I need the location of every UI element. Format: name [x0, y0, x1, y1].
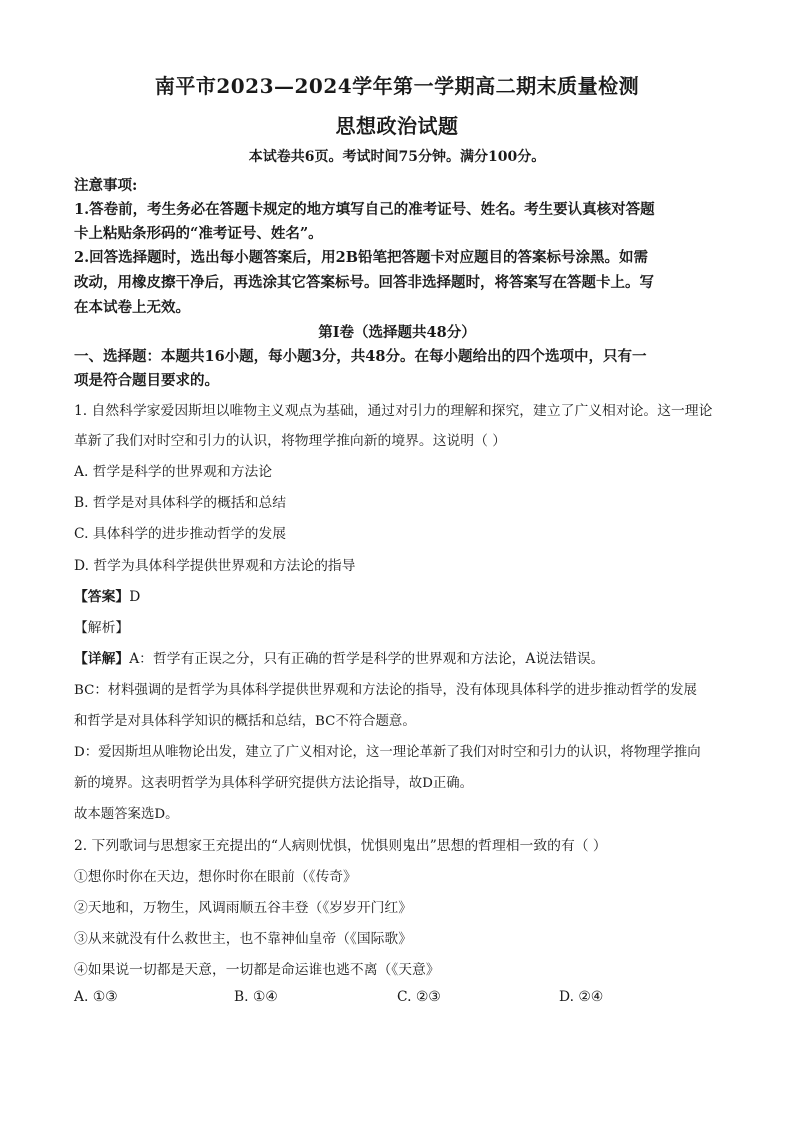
- section-instruction-line-1: 一、选择题：本题共16小题，每小题3分，共48分。在每小题给出的四个选项中，只有一: [74, 348, 647, 365]
- detail-tag: 【详解】: [74, 651, 130, 667]
- q2-options: [74, 989, 734, 1011]
- subject-title: 思想政治试题: [335, 114, 459, 138]
- q2-option-b: B. ①④: [234, 989, 278, 1005]
- section-title: 第Ⅰ卷（选择题共48分）: [318, 324, 476, 341]
- q2-option-d: D. ②④: [559, 989, 604, 1005]
- q2-option-c: C. ②③: [397, 989, 441, 1005]
- notice-item-1-line-1: 1.答卷前，考生务必在答题卡规定的地方填写自己的准考证号、姓名。考生要认真核对答题: [74, 201, 655, 218]
- q1-stem-line-2: 革新了我们对时空和引力的认识，将物理学推向新的境界。这说明（ ）: [74, 433, 507, 449]
- answer-tag: 【答案】: [74, 589, 130, 605]
- q2-item-4: ④如果说一切都是天意，一切都是命运谁也逃不离（《天意》: [74, 962, 440, 978]
- q1-detail-2-line-1: BC：材料强调的是哲学为具体科学提供世界观和方法论的指导，没有体现具体科学的进步推动哲学的发展: [74, 683, 697, 698]
- q2-item-1: ①想你时你在天边，想你时你在眼前（《传奇》: [74, 869, 357, 885]
- q2-stem: 2. 下列歌词与思想家王充提出的“人病则忧惧，忧惧则鬼出”思想的哲理相一致的有（ ）: [74, 838, 607, 854]
- q1-conclusion: 故本题答案选D。: [74, 807, 179, 822]
- q2-option-a: A. ①③: [74, 989, 118, 1005]
- q1-detail-3-line-1: D：爱因斯坦从唯物论出发，建立了广义相对论，这一理论革新了我们对时空和引力的认识，将物理学推向: [74, 745, 701, 760]
- exam-title: 南平市2023—2024学年第一学期高二期末质量检测: [154, 74, 640, 98]
- q2-item-3: ③从来就没有什么救世主，也不靠神仙皇帝（《国际歌》: [74, 931, 413, 947]
- notice-heading: 注意事项:: [74, 177, 138, 194]
- q1-detail-1: [74, 647, 724, 667]
- q2-item-2: ②天地和，万物生，风调雨顺五谷丰登（《岁岁开门红》: [74, 900, 413, 916]
- notice-item-2-line-3: 在本试卷上无效。: [74, 299, 190, 316]
- detail-1-text: A：哲学有正误之分，只有正确的哲学是科学的世界观和方法论，A说法错误。: [129, 651, 605, 667]
- notice-item-2-line-2: 改动，用橡皮擦干净后，再选涂其它答案标号。回答非选择题时，将答案写在答题卡上。写: [74, 274, 654, 291]
- q1-answer: [74, 585, 724, 605]
- notice-item-2-line-1: 2.回答选择题时，选出每小题答案后，用2B铅笔把答题卡对应题目的答案标号涂黑。如需: [74, 249, 648, 266]
- q1-stem-line-1: 1. 自然科学家爱因斯坦以唯物主义观点为基础，通过对引力的理解和探究，建立了广义相对论。这一理论: [74, 403, 713, 419]
- q1-option-b: B. 哲学是对具体科学的概括和总结: [74, 495, 287, 511]
- q1-option-a: A. 哲学是科学的世界观和方法论: [74, 464, 273, 480]
- notice-item-1-line-2: 卡上粘贴条形码的“准考证号、姓名”。: [74, 225, 323, 242]
- exam-info: 本试卷共6页。考试时间75分钟。满分100分。: [248, 149, 546, 165]
- analysis-tag: 【解析】: [74, 620, 130, 636]
- q1-detail-3-line-2: 新的境界。这表明哲学为具体科学研究提供方法论指导，故D正确。: [74, 776, 474, 791]
- q1-option-c: C. 具体科学的进步推动哲学的发展: [74, 526, 286, 542]
- answer-value: D: [129, 589, 141, 605]
- section-instruction-line-2: 项是符合题目要求的。: [74, 372, 219, 389]
- q1-detail-2-line-2: 和哲学是对具体科学知识的概括和总结，BC不符合题意。: [74, 714, 416, 729]
- q1-option-d: D. 哲学为具体科学提供世界观和方法论的指导: [74, 558, 356, 574]
